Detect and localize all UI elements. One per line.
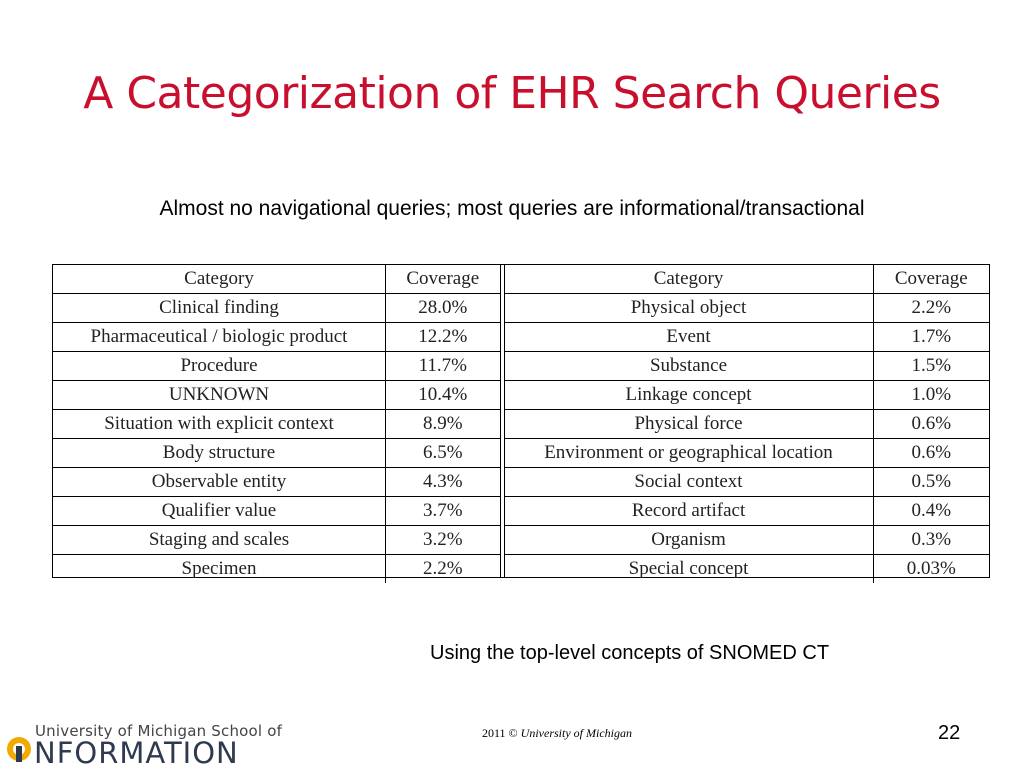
table-row [53,439,500,468]
table-row [53,410,500,439]
category-cell: Body structure [53,439,386,468]
header-category: Category [53,265,386,294]
coverage-cell: 1.0% [873,381,989,410]
table-row [505,352,989,381]
coverage-table-right [504,265,989,577]
coverage-table-left-grid [53,265,500,583]
coverage-cell: 28.0% [386,294,500,323]
table-row [53,468,500,497]
coverage-cell: 8.9% [386,410,500,439]
coverage-cell: 3.7% [386,497,500,526]
coverage-cell: 6.5% [386,439,500,468]
copyright-prefix: 2011 © [482,726,518,740]
coverage-cell: 0.6% [873,410,989,439]
coverage-cell: 11.7% [386,352,500,381]
coverage-table-right-grid [505,265,989,583]
category-cell: Qualifier value [53,497,386,526]
coverage-cell: 1.5% [873,352,989,381]
slide-title: A Categorization of EHR Search Queries [83,68,941,119]
header-category: Category [505,265,874,294]
table-row [505,294,989,323]
coverage-cell: 3.2% [386,526,500,555]
coverage-cell: 10.4% [386,381,500,410]
coverage-cell: 1.7% [873,323,989,352]
table-row [53,294,500,323]
coverage-cell: 12.2% [386,323,500,352]
copyright [482,726,632,741]
category-cell: UNKNOWN [53,381,386,410]
logo-line1: University of Michigan School of [35,722,283,740]
table-row [505,497,989,526]
category-cell: Environment or geographical location [505,439,874,468]
category-cell: Physical object [505,294,874,323]
table-header-row [505,265,989,294]
category-cell: Situation with explicit context [53,410,386,439]
table-row [505,526,989,555]
coverage-cell: 0.6% [873,439,989,468]
table-header-row [53,265,500,294]
table-row [53,526,500,555]
table-row [505,468,989,497]
category-cell: Specimen [181,558,257,579]
category-cell: Special concept [628,558,749,579]
coverage-cell: 0.3% [873,526,989,555]
table-row [53,323,500,352]
category-cell: Social context [505,468,874,497]
table-row [53,555,500,584]
coverage-cell: 2.2% [873,294,989,323]
table-row [53,497,500,526]
category-cell: Physical force [505,410,874,439]
category-cell: Event [505,323,874,352]
umich-si-logo [0,722,283,770]
table-row [53,381,500,410]
table-row [505,439,989,468]
category-cell: Clinical finding [53,294,386,323]
table-row [505,555,989,584]
logo-line2: NFORMATION [34,736,239,770]
category-cell: Linkage concept [505,381,874,410]
table-row [505,323,989,352]
table-row [505,381,989,410]
category-cell: Procedure [53,352,386,381]
category-cell: Pharmaceutical / biologic product [53,323,386,352]
coverage-cell: 0.4% [873,497,989,526]
header-coverage: Coverage [873,265,989,294]
category-cell: Organism [505,526,874,555]
category-cell: Substance [505,352,874,381]
category-cell: Record artifact [505,497,874,526]
logo-i-dot-icon [6,736,32,762]
coverage-cell: 4.3% [386,468,500,497]
page-number: 22 [938,722,961,744]
slide-footnote: Using the top-level concepts of SNOMED CT [430,642,830,664]
coverage-cell: 2.2% [386,555,500,584]
coverage-table-left [53,265,500,577]
slide-subtitle: Almost no navigational queries; most queries are informational/transactional [159,197,865,220]
table-row [505,410,989,439]
category-cell: Staging and scales [53,526,386,555]
header-coverage: Coverage [386,265,500,294]
coverage-cell: 0.03% [873,555,989,584]
coverage-cell: 0.5% [873,468,989,497]
copyright-institution: University of Michigan [520,726,632,740]
table-row [53,352,500,381]
category-cell: Observable entity [53,468,386,497]
coverage-table [52,264,990,578]
